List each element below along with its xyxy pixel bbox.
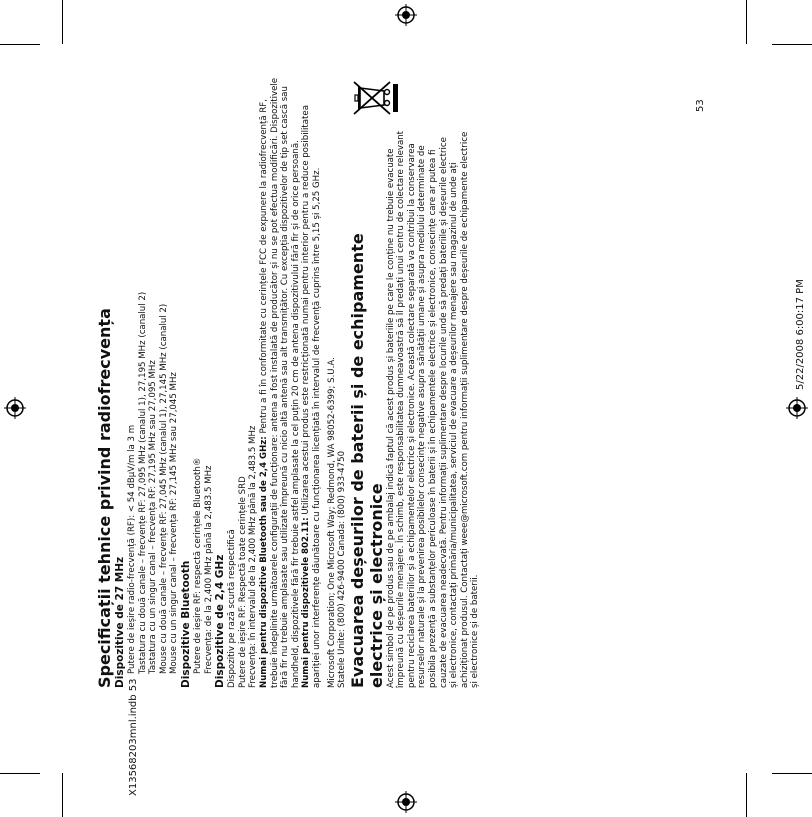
- list-item: Mouse cu un singur canal – frecvența RF: 27,145 MHz sau 27,045 MHz: [169, 372, 180, 674]
- list-bluetooth: [193, 68, 214, 688]
- list-item: Putere de ieșire RF: respectă cerințele Bluetooth®: [192, 457, 203, 674]
- address-block: [327, 68, 348, 688]
- address-line: Statele Unite: (800) 426-9400 Canada: (800) 933-4750: [337, 450, 348, 688]
- registration-mark-icon: [395, 4, 417, 26]
- list-24ghz: [227, 68, 259, 688]
- page-body: [95, 68, 665, 688]
- paragraph-text: Pentru a fi în conformitate cu cerințele FCC de expunere la radiofrecvență RF, trebuie îndeplinite următoarele configurații de funcționare: antena a fost instalată de producător și nu se pot efectua modificări. Dispozitivele fără fir nu trebuie amplasate sau utilizate împreună cu nicio altă antenă sau alt transmițător. Cu excepția dispozitivelor de tip set cască sau handheld, dispozitivele fără fir trebuie astfel amplasate la cel puțin 20 cm de antena dispozitivului fără fir și de orice persoană.: [258, 77, 301, 688]
- crop-mark: [772, 773, 812, 774]
- list-item: Dispozitiv pe rază scurtă respectifică: [227, 529, 238, 688]
- list-27mhz: [127, 68, 180, 688]
- slug-file-info: X13568203mnl.indb 53: [128, 678, 139, 796]
- crossed-out-wheelie-bin-icon: [350, 78, 398, 118]
- paragraph-lead: Numai pentru dispozitive Bluetooth sau de 2,4 GHz:: [258, 436, 269, 688]
- list-item: Putere de ieșire radio-frecvență (RF): < 54 dBμV/m la 3 m: [127, 424, 137, 674]
- list-item: Frecvența: în intervalul de la 2,400 MHz până la 2,483.5 MHz: [248, 425, 259, 688]
- registration-mark-icon: [786, 397, 808, 419]
- crop-mark: [62, 0, 63, 44]
- subheading-24ghz: Dispozitive de 2,4 GHz: [214, 554, 227, 688]
- registration-mark-icon: [395, 791, 417, 813]
- address-line: Microsoft Corporation; One Microsoft Way; Redmond, WA 98052-6399; S.U.A.: [326, 357, 337, 688]
- page-number: 53: [695, 99, 706, 112]
- paragraph-lead: Numai pentru dispozitivele 802.11:: [301, 517, 312, 688]
- weee-section: [386, 68, 481, 688]
- crop-mark: [746, 773, 747, 817]
- crop-mark: [0, 773, 40, 774]
- crop-mark: [62, 773, 63, 817]
- list-item: Tastatura cu două canale – frecvențe RF: 27,095 MHz (canalul 1), 27,195 MHz (canalul 2): [137, 291, 148, 674]
- paragraph-bluetooth-rf: [259, 68, 301, 688]
- section-heading-weee: Evacuarea deșeurilor de baterii și de echipamente electrice și electronice: [347, 233, 386, 688]
- paragraph-text: Utilizarea acestui produs este restricționată numai pentru interior pentru a reduce posibilitatea apariției unor interferențe dăunătoare cu funcționarea licențiată în intervalul de frecvență cuprins între 5,15 și 5,25 GHz.: [301, 105, 322, 688]
- subheading-27mhz: Dispozitive de 27 MHz: [114, 556, 126, 688]
- crop-mark: [746, 0, 747, 44]
- crop-mark: [0, 44, 40, 45]
- registration-mark-icon: [4, 397, 26, 419]
- weee-paragraph: Acest simbol de pe produs sau de pe ambalaj indică faptul că acest produs și bateriile pe care le conține nu trebuie evacuate împreună cu deșeurile menajere. În schimb, este responsabilitatea dumneavoastră să îl predați unui centru de colectare relevant pentru reciclarea bateriilor și a echipamentelor electrice și electronice. Această colectare separată va contribui la conservarea resurselor naturale și la prevenirea posibilelor consecințe negative asupra sănătății umane și asupra mediului determinate de posibila prezență a substanțelor periculoase în baterii și în echipamentele electrice și electronice, consecințe care ar putea fi cauzate de evacuarea neadecvată. Pentru informații suplimentare despre locurile unde să predați bateriile și deșeurile electrice și electronice, contactați primăria/municipalitatea, serviciul de evacuare a deșeurilor menajere sau magazinul de unde ați achiziționat produsul. Contactați weee@microsoft.com pentru informații suplimentare despre deșeurile de echipamente electrice și electronice și de baterii.: [385, 130, 481, 688]
- slug-timestamp: 5/22/2008 6:00:17 PM: [795, 279, 806, 390]
- list-item: Mouse cu două canale – frecvențe RF: 27,045 MHz (canalul 1), 27,145 MHz (canalul 2): [158, 303, 169, 674]
- paragraph-80211: [301, 68, 322, 688]
- crop-mark: [772, 44, 812, 45]
- subheading-bluetooth: Dispozitive Bluetooth: [179, 560, 192, 688]
- list-item: Tastatura cu un singur canal – frecvența RF: 27,195 MHz sau 27,095 MHz: [148, 360, 159, 674]
- list-item: Frecvența: de la 2,400 MHz până la 2,483.5 MHz: [203, 465, 214, 674]
- list-item: Putere de ieșire RF: Respectă toate cerințele SRD: [237, 476, 248, 688]
- section-heading-radio: Specificații tehnice privind radiofrecvența: [95, 308, 114, 688]
